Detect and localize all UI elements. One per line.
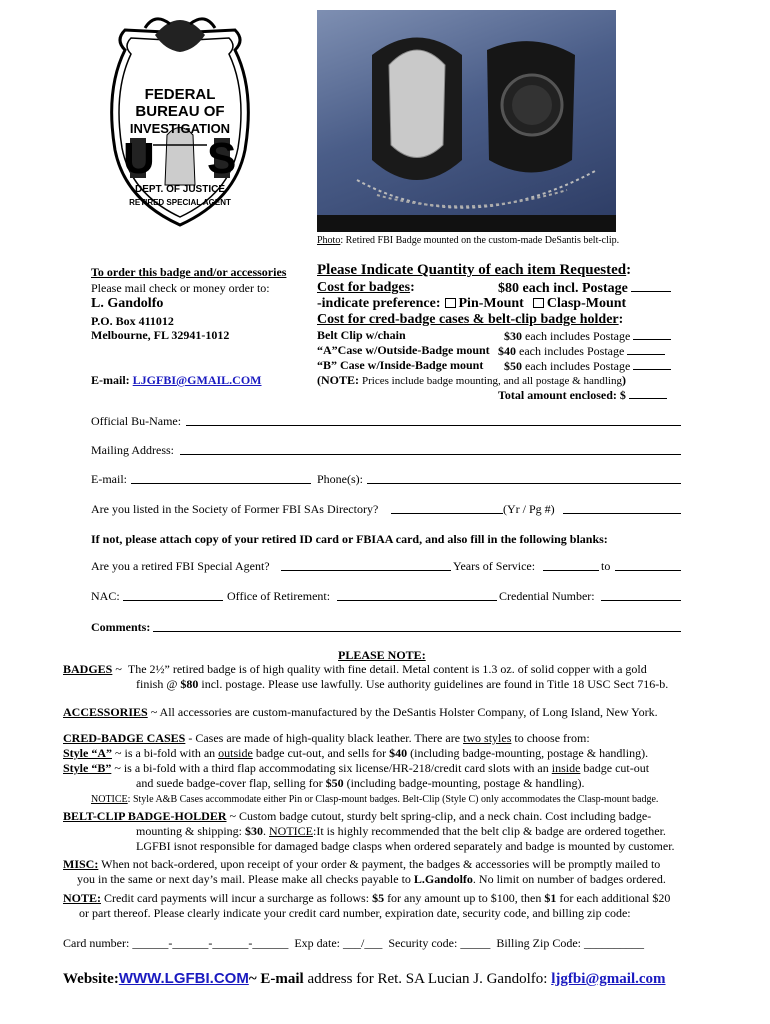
exp-date-field[interactable]: ___/___ <box>342 936 383 950</box>
comments-field[interactable] <box>153 620 681 632</box>
order-mail-line: Please mail check or money order to: <box>91 281 270 295</box>
years-from-field[interactable] <box>543 559 599 571</box>
badges-note: BADGES ~ The 2½” retired badge is of high quality with fine detail. Metal content is 1.3 oz. of solid copper with a gold finish @ $80 incl. postage. Please use lawfully. Use authority guidelines are found in Title 18 USC Sect 716-b. <box>63 662 669 691</box>
badge-photo <box>317 10 616 232</box>
official-name-row: Official Bu-Name: <box>91 414 681 428</box>
misc-note: MISC: When not back-ordered, upon receipt of your order & payment, the badges & accessories will be promptly mailed to you in the same or next day’s mail. Please make all checks payable to L.Gandolfo. No limit on number of badges ordered. <box>63 857 666 886</box>
phone-field[interactable] <box>367 472 681 484</box>
accessories-note: ACCESSORIES ~ All accessories are custom-manufactured by the DeSantis Holster Company, of Long Island, New York. <box>63 705 658 719</box>
pricing-heading: Please Indicate Quantity of each item Requested: <box>317 262 632 278</box>
footer-email-link[interactable]: ljgfbi@gmail.com <box>551 971 666 987</box>
order-email: E-mail: LJGFBI@GMAIL.COM <box>91 373 262 387</box>
photo-caption: Photo: Retired FBI Badge mounted on the custom-made DeSantis belt-clip. <box>317 235 620 246</box>
zip-code-field[interactable]: __________ <box>583 936 644 950</box>
item-belt-clip: Belt Clip w/chain $30 each includes Postage <box>317 328 697 342</box>
card-number-field[interactable]: ______-______-______-______ <box>132 936 289 950</box>
email-phone-row: E-mail: Phone(s): <box>91 472 681 486</box>
credential-field[interactable] <box>601 589 681 601</box>
attach-note: If not, please attach copy of your retired ID card or FBIAA card, and also fill in the following blanks: <box>91 532 608 546</box>
badge-qty-field[interactable] <box>631 280 671 292</box>
badge-text-bureau: BUREAU OF <box>135 103 225 120</box>
cost-badges-row: Cost for badges: $80 each incl. Postage <box>317 280 697 296</box>
item-case-a: “A”Case w/Outside-Badge mount $40 each includes Postage <box>317 343 697 357</box>
yr-pg-field[interactable] <box>563 502 681 514</box>
clasp-mount-checkbox[interactable] <box>533 298 544 308</box>
item-case-b: “B” Case w/Inside-Badge mount $50 each includes Postage <box>317 358 697 372</box>
case-a-qty-field[interactable] <box>627 343 665 355</box>
retired-field[interactable] <box>281 559 451 571</box>
office-field[interactable] <box>337 589 497 601</box>
badge-photo-icon <box>317 10 616 232</box>
badge-letter-u: U <box>123 134 155 183</box>
years-to-field[interactable] <box>615 559 681 571</box>
credit-card-note: NOTE: Credit card payments will incur a surcharge as follows: $5 for any amount up to $100, then $1 for each additional $20 or part thereof. Please clearly indicate your credit card number, expiration date, security code, and billing zip code: <box>63 891 671 920</box>
website-link[interactable]: WWW.LGFBI.COM <box>118 970 249 987</box>
cred-cases-note: CRED-BADGE CASES - Cases are made of high-quality black leather. There are two styles to choose from: Style “A” ~ is a bi-fold with an outside badge cut-out, and sells for $40 (including badge-mounting, postage & handling). Style “B” ~ is a bi-fold with a third flap accommodating six license/HR-218/credit card slots with an inside badge cut-out and suede badge-cover flap, selling for $50 (including badge-mounting, postage & handling). <box>63 731 650 790</box>
official-name-field[interactable] <box>186 414 681 426</box>
belt-clip-note: BELT-CLIP BADGE-HOLDER ~ Custom badge cutout, sturdy belt spring-clip, and a neck chain. Cost including badge- mounting & shipping: $30. NOTICE:It is highly recommended that the belt clip & badge are ordered together. LGFBI isnot responsible for damaged badge clasps when ordered separately and badge is mounted by customer. <box>63 809 675 853</box>
mailing-address-row: Mailing Address: <box>91 443 681 457</box>
email-field[interactable] <box>131 472 311 484</box>
total-amount-field[interactable] <box>629 387 667 399</box>
comments-row: Comments: <box>91 620 681 634</box>
order-city: Melbourne, FL 32941-1012 <box>91 328 230 342</box>
badge-letter-s: S <box>207 134 237 183</box>
footer: Website:WWW.LGFBI.COM~ E-mail address for Ret. SA Lucian J. Gandolfo: ljgfbi@gmail.com <box>63 970 666 987</box>
order-po-box: P.O. Box 411012 <box>91 314 174 328</box>
badge-text-dept: DEPT. OF JUSTICE <box>134 184 225 195</box>
preference-row: -indicate preference: Pin-Mount Clasp-Mount <box>317 296 627 311</box>
badge-text-investigation: INVESTIGATION <box>129 121 231 136</box>
please-note-heading: PLEASE NOTE: <box>338 648 426 662</box>
society-field[interactable] <box>391 502 503 514</box>
badge-text-federal: FEDERAL <box>144 86 216 103</box>
mailing-address-field[interactable] <box>180 443 681 455</box>
total-row: Total amount enclosed: $ <box>498 387 667 402</box>
cases-heading: Cost for cred-badge cases & belt-clip badge holder: <box>317 312 624 327</box>
pin-mount-checkbox[interactable] <box>445 298 456 308</box>
badge-text-retired: RETIRED SPECIAL AGENT <box>129 198 231 207</box>
society-row: Are you listed in the Society of Former FBI SAs Directory? (Yr / Pg #) <box>91 502 681 516</box>
case-b-qty-field[interactable] <box>633 358 671 370</box>
security-code-field[interactable]: _____ <box>460 936 491 950</box>
order-heading: To order this badge and/or accessories <box>91 265 287 279</box>
nac-row: NAC: Office of Retirement: Credential Number: <box>91 589 681 603</box>
order-name: L. Gandolfo <box>91 296 164 311</box>
card-row: Card number: ______-______-______-______ Exp date: ___/___ Security code: _____ Billing Zip Code: __________ <box>63 936 644 950</box>
price-note: (NOTE: Prices include badge mounting, and all postage & handling) <box>317 373 626 387</box>
order-email-link[interactable]: LJGFBI@GMAIL.COM <box>132 373 262 387</box>
notice-line: NOTICE: Style A&B Cases accommodate either Pin or Clasp-mount badges. Belt-Clip (Style C) only accommodates the Clasp-mount badge. <box>91 794 659 805</box>
belt-clip-qty-field[interactable] <box>633 328 671 340</box>
fbi-badge-logo <box>95 10 265 232</box>
retired-row: Are you a retired FBI Special Agent? Years of Service: to <box>91 559 681 573</box>
nac-field[interactable] <box>123 589 223 601</box>
